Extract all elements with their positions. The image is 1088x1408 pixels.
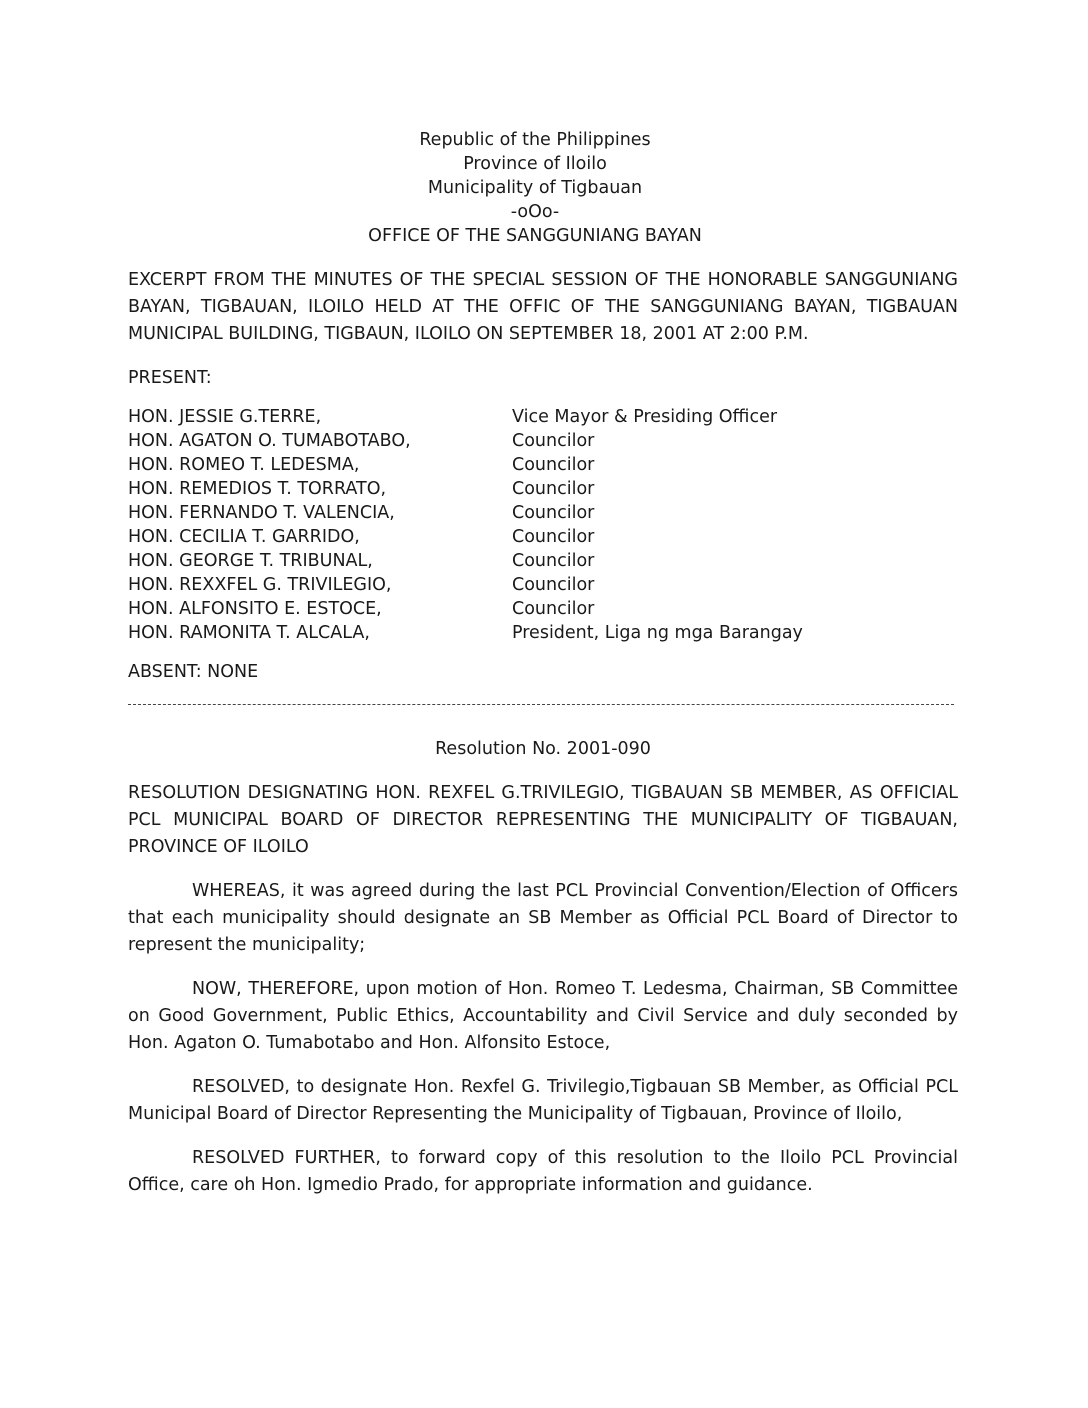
attendee-role: Councilor bbox=[512, 551, 595, 571]
attendee-name: HON. RAMONITA T. ALCALA, bbox=[128, 623, 370, 643]
attendee-row bbox=[128, 621, 958, 645]
attendee-list bbox=[128, 405, 958, 645]
attendee-role: Councilor bbox=[512, 503, 595, 523]
therefore-paragraph: NOW, THEREFORE, upon motion of Hon. Romeo T. Ledesma, Chairman, SB Committee on Good Government, Public Ethics, Accountability and Civil Service and duly seconded by Hon. Agaton O. Tumabotabo and Hon. Alfonsito Estoce, bbox=[128, 979, 958, 1053]
document-header bbox=[112, 128, 958, 248]
document-page bbox=[128, 128, 958, 1199]
attendee-row bbox=[128, 525, 958, 549]
attendee-name: HON. JESSIE G.TERRE, bbox=[128, 407, 322, 427]
header-municipality: Municipality of Tigbauan bbox=[427, 178, 643, 198]
attendee-role: Councilor bbox=[512, 575, 595, 595]
attendee-name: HON. AGATON O. TUMABOTABO, bbox=[128, 431, 411, 451]
resolved-paragraph: RESOLVED, to designate Hon. Rexfel G. Trivilegio,Tigbauan SB Member, as Official PCL Municipal Board of Director Representing the Municipality of Tigbauan, Province of Iloilo, bbox=[128, 1077, 958, 1124]
header-republic: Republic of the Philippines bbox=[419, 130, 651, 150]
attendee-name: HON. REMEDIOS T. TORRATO, bbox=[128, 479, 387, 499]
attendee-name: HON. ALFONSITO E. ESTOCE, bbox=[128, 599, 382, 619]
attendee-name: HON. FERNANDO T. VALENCIA, bbox=[128, 503, 395, 523]
attendee-row bbox=[128, 405, 958, 429]
minutes-excerpt: EXCERPT FROM THE MINUTES OF THE SPECIAL SESSION OF THE HONORABLE SANGGUNIANG BAYAN, TIGBAUAN, ILOILO HELD AT THE OFFIC OF THE SANGGUNIANG BAYAN, TIGBAUAN MUNICIPAL BUILDING, TIGBAUN, ILOILO ON SEPTEMBER 18, 2001 AT 2:00 P.M. bbox=[128, 270, 958, 344]
attendee-row bbox=[128, 597, 958, 621]
attendee-role: President, Liga ng mga Barangay bbox=[512, 623, 803, 643]
header-separator: -oOo- bbox=[510, 202, 560, 222]
attendee-name: HON. REXXFEL G. TRIVILEGIO, bbox=[128, 575, 392, 595]
resolution-title: RESOLUTION DESIGNATING HON. REXFEL G.TRIVILEGIO, TIGBAUAN SB MEMBER, AS OFFICIAL PCL MUNICIPAL BOARD OF DIRECTOR REPRESENTING THE MUNICIPALITY OF TIGBAUAN, PROVINCE OF ILOILO bbox=[128, 783, 958, 857]
attendee-row bbox=[128, 549, 958, 573]
attendee-row bbox=[128, 429, 958, 453]
resolution-number: Resolution No. 2001-090 bbox=[435, 739, 651, 759]
attendee-row bbox=[128, 453, 958, 477]
header-province: Province of Iloilo bbox=[463, 154, 607, 174]
attendee-row bbox=[128, 573, 958, 597]
attendee-name: HON. ROMEO T. LEDESMA, bbox=[128, 455, 360, 475]
present-label: PRESENT: bbox=[128, 368, 212, 388]
attendee-role: Councilor bbox=[512, 527, 595, 547]
header-office: OFFICE OF THE SANGGUNIANG BAYAN bbox=[368, 226, 702, 246]
attendee-role: Councilor bbox=[512, 479, 595, 499]
whereas-paragraph: WHEREAS, it was agreed during the last PCL Provincial Convention/Election of Officers that each municipality should designate an SB Member as Official PCL Board of Director to represent the municipality; bbox=[128, 881, 958, 955]
attendee-role: Councilor bbox=[512, 431, 595, 451]
attendee-name: HON. GEORGE T. TRIBUNAL, bbox=[128, 551, 373, 571]
attendee-role: Councilor bbox=[512, 455, 595, 475]
attendee-row bbox=[128, 477, 958, 501]
attendee-role: Vice Mayor & Presiding Officer bbox=[512, 407, 778, 427]
attendee-role: Councilor bbox=[512, 599, 595, 619]
absent-line: ABSENT: NONE bbox=[128, 662, 259, 682]
resolved-further-paragraph: RESOLVED FURTHER, to forward copy of this resolution to the Iloilo PCL Provincial Office, care oh Hon. Igmedio Prado, for appropriate information and guidance. bbox=[128, 1148, 958, 1195]
attendee-name: HON. CECILIA T. GARRIDO, bbox=[128, 527, 360, 547]
section-divider bbox=[128, 704, 954, 705]
attendee-row bbox=[128, 501, 958, 525]
